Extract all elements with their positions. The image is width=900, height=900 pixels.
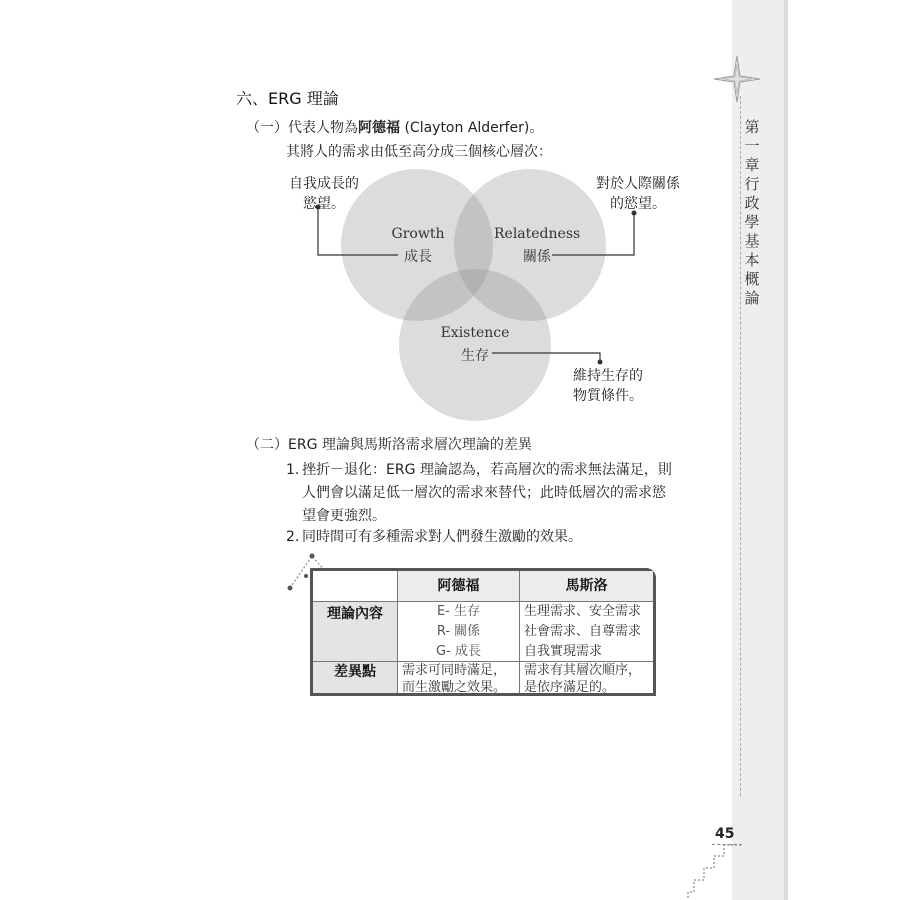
existence-label-zh: 生存: [461, 348, 489, 364]
maslow-theory-content: [519, 601, 653, 661]
row-label-theory-content: 理論內容: [313, 601, 397, 661]
existence-note-line-1: 維持生存的: [573, 368, 643, 384]
subsection-1-line: [246, 118, 543, 138]
maslow-item-3: 自我實現需求: [524, 644, 603, 659]
compass-star-icon: [714, 56, 760, 102]
item-1: [302, 460, 702, 526]
alderfer-theory-content: [397, 601, 519, 661]
comparison-table: [310, 568, 656, 696]
subsection-1-text-post: (Clayton Alderfer)。: [400, 120, 544, 136]
item-1-number: 1.: [286, 462, 300, 478]
chapter-title: 第一章 行政學基本概論: [742, 118, 762, 308]
alderfer-item-g: G- 成長: [436, 644, 481, 659]
relatedness-note-line-1: 對於人際關係: [596, 176, 680, 192]
relatedness-note: [592, 174, 684, 214]
maslow-difference: [519, 661, 653, 693]
relatedness-note-line-2: 的慾望。: [610, 196, 666, 212]
growth-label-zh: 成長: [404, 249, 432, 265]
existence-note-line-2: 物質條件。: [573, 388, 643, 404]
row-label-difference: 差異點: [313, 661, 397, 693]
relatedness-label-en: Relatedness: [494, 226, 581, 242]
maslow-diff-line-1: 需求有其層次順序，: [524, 663, 642, 678]
subsection-2-title: ERG 理論與馬斯洛需求層次理論的差異: [288, 437, 532, 453]
alderfer-item-e: E- 生存: [436, 604, 481, 619]
alderfer-item-r: R- 關係: [436, 624, 481, 639]
page-number: 45: [715, 826, 735, 842]
alderfer-diff-line-2: 而生激勵之效果。: [402, 680, 507, 695]
existence-label-en: Existence: [440, 325, 510, 341]
item-2-text: 同時間可有多種需求對人們發生激勵的效果。: [302, 529, 582, 545]
item-1-line-2: 人們會以滿足低一層次的需求來替代；此時低層次的需求慾: [302, 485, 666, 501]
relatedness-label-zh: 關係: [523, 249, 551, 265]
maslow-item-1: 生理需求、安全需求: [524, 604, 642, 619]
person-name: 阿德福: [358, 120, 400, 136]
table-header-maslow: 馬斯洛: [519, 571, 653, 601]
alderfer-diff-line-1: 需求可同時滿足，: [402, 663, 507, 678]
subsection-2-heading: [246, 435, 532, 455]
subsection-1-label: （一）: [246, 120, 288, 136]
growth-note-line-1: 自我成長的: [289, 176, 359, 192]
maslow-item-2: 社會需求、自尊需求: [524, 624, 642, 639]
growth-note-line-2: 慾望。: [303, 196, 345, 212]
item-1-line-3: 望會更強烈。: [302, 508, 386, 524]
section-title: 六、ERG 理論: [236, 89, 339, 108]
maslow-diff-line-2: 是依序滿足的。: [524, 680, 616, 695]
alderfer-difference: [397, 661, 519, 693]
side-dashed-line: [740, 96, 741, 796]
item-1-line-1: 挫折－退化：ERG 理論認為，若高層次的需求無法滿足，則: [302, 462, 672, 478]
subsection-2-label: （二）: [246, 437, 288, 453]
growth-label-en: Growth: [391, 226, 445, 242]
subsection-1-intro: 其將人的需求由低至高分成三個核心層次：: [286, 144, 552, 160]
stairs-decoration: [680, 844, 742, 900]
table-corner-cell: [313, 571, 397, 601]
subsection-1-text-pre: 代表人物為: [288, 120, 358, 136]
side-strip-edge: [784, 0, 788, 900]
growth-note: [286, 174, 362, 214]
table-header-alderfer: 阿德福: [397, 571, 519, 601]
item-2-number: 2.: [286, 529, 300, 545]
existence-note: [570, 366, 646, 406]
